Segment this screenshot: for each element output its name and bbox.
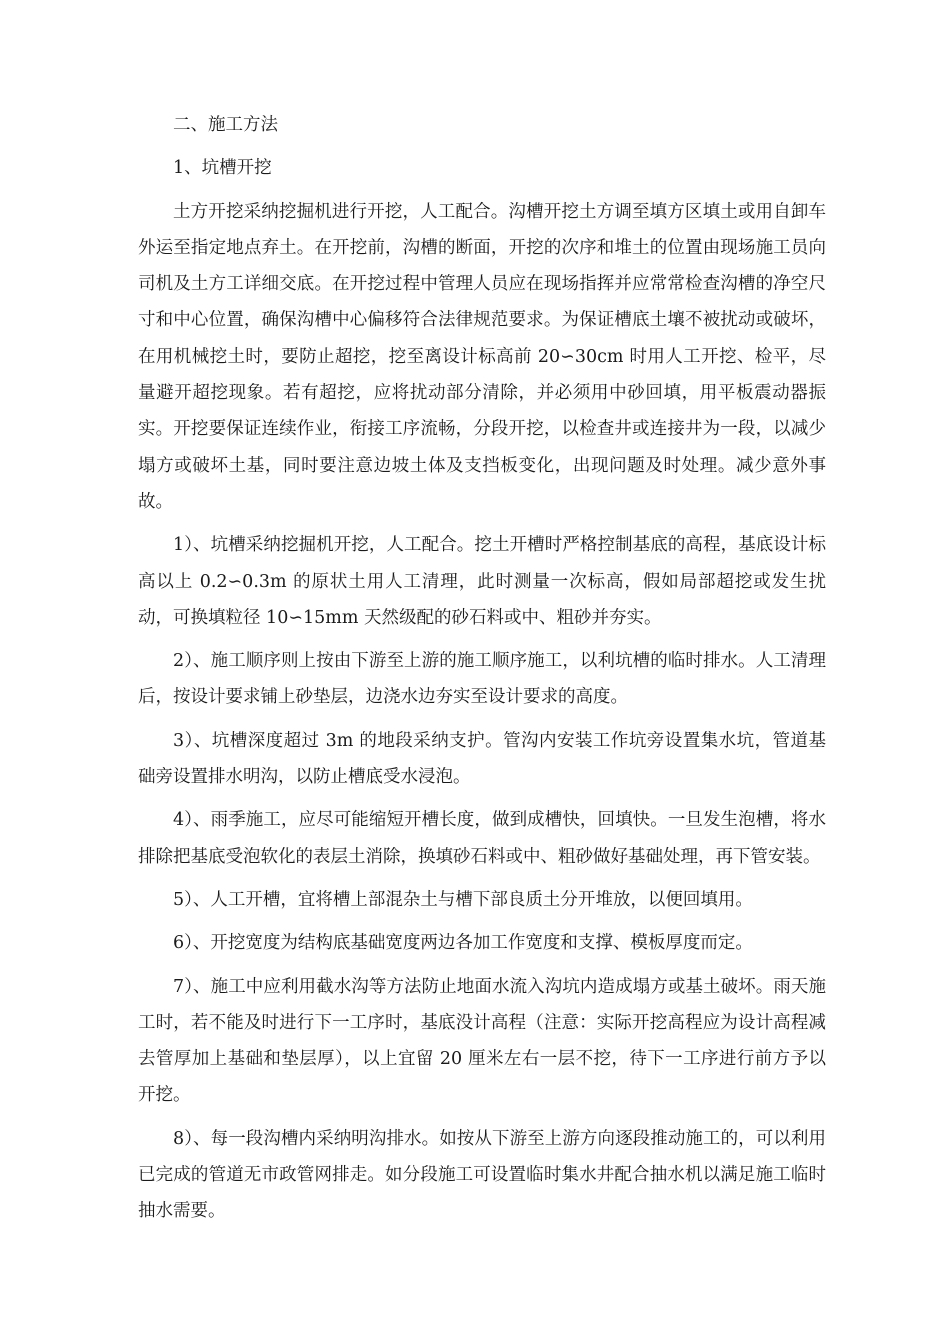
- subsection-heading: 1、坑槽开挖: [173, 158, 272, 179]
- paragraph-item-4: 4）、雨季施工，应尽可能缩短开槽长度，做到成槽快，回填快。一旦发生泡槽，将水排除把基底受泡软化的表层土消除，换填砂石料或中、粗砂做好基础处理，再下管安装。: [138, 810, 826, 867]
- paragraph-item-3: 3）、坑槽深度超过 3m 的地段采纳支护。管沟内安装工作坑旁设置集水坑，管道基础旁设置排水明沟，以防止槽底受水浸泡。: [138, 730, 826, 788]
- paragraph-item-1: 1）、坑槽采纳挖掘机开挖，人工配合。挖土开槽时严格控制基底的高程，基底设计标高以上 0.2∽0.3m 的原状土用人工清理，此时测量一次标高，假如局部超挖或发生扰动，可换填粒径 10∽15mm 天然级配的砂石料或中、粗砂并夯实。: [138, 535, 826, 628]
- paragraph-item-6: 6）、开挖宽度为结构底基础宽度两边各加工作宽度和支撑、模板厚度而定。: [173, 933, 753, 954]
- paragraph-item-2: 2）、施工顺序则上按由下游至上游的施工顺序施工，以利坑槽的临时排水。人工清理后，按设计要求铺上砂垫层，边浇水边夯实至设计要求的高度。: [138, 651, 826, 708]
- paragraph-item-5: 5）、人工开槽，宜将槽上部混杂土与槽下部良质土分开堆放，以便回填用。: [173, 889, 753, 910]
- paragraph-item-8: 8）、每一段沟槽内采纳明沟排水。如按从下游至上游方向逐段推动施工的，可以利用已完成的管道无市政管网排走。如分段施工可设置临时集水井配合抽水机以满足施工临时抽水需要。: [138, 1128, 826, 1222]
- paragraph-intro: 土方开挖采纳挖掘机进行开挖，人工配合。沟槽开挖土方调至填方区填土或用自卸车外运至指定地点弃土。在开挖前，沟槽的断面，开挖的次序和堆土的位置由现场施工员向司机及土方工详细交底。在开挖过程中管理人员应在现场指挥并应常常检查沟槽的净空尺寸和中心位置，确保沟槽中心偏移符合法律规范要求。为保证槽底土壤不被扰动或破坏，在用机械挖土时，要防止超挖，挖至离设计标高前 20∽30cm 时用人工开挖、检平，尽量避开超挖现象。若有超挖，应将扰动部分清除，并必须用中砂回填，用平板震动器振实。开挖要保证连续作业，衔接工序流畅，分段开挖，以检查井或连接井为一段，以减少塌方或破坏土基，同时要注意边坡土体及支挡板变化，出现问题及时处理。减少意外事故。: [138, 201, 826, 512]
- paragraph-item-7: 7）、施工中应利用截水沟等方法防止地面水流入沟坑内造成塌方或基土破坏。雨天施工时，若不能及时进行下一工序时，基底没计高程（注意：实际开挖高程应为设计高程减去管厚加上基础和垫层厚），以上宜留 20 厘米左右一层不挖，待下一工序进行前方予以开挖。: [138, 976, 826, 1106]
- document-body: [138, 107, 826, 1230]
- section-heading: 二、施工方法: [173, 115, 278, 135]
